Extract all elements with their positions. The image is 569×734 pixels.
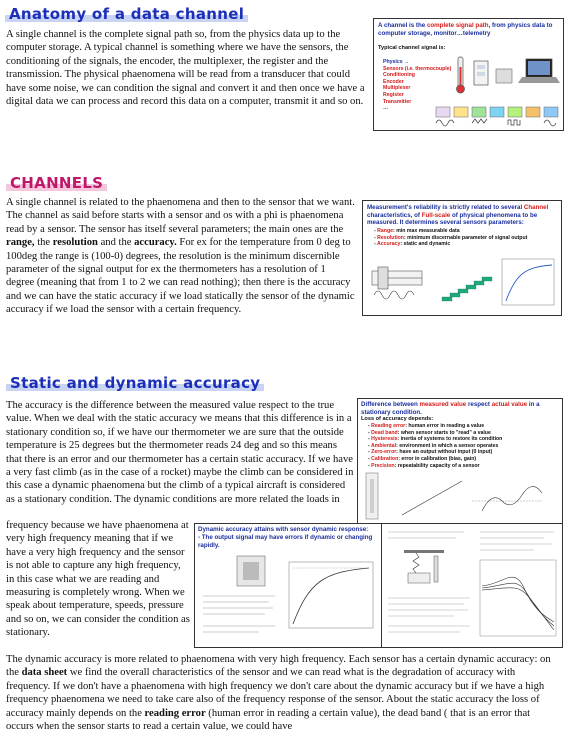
list-item: - Resolution: minimum discernable parameter of signal output [374,234,528,241]
slide-subtitle: Loss of accuracy depends: [361,416,434,422]
slide-title: Difference between measured value respect actual value in a stationary condition. [361,401,540,416]
list-item: - Zero-error: have an output without input (0 input) [368,449,493,456]
slide-subtitle: - The output signal may have errors if dynamic or changing rapidly. [198,534,373,549]
slide-list [367,228,562,248]
list-item: - Precision: repeatability capacity of a sensor [368,462,480,469]
list-item: Multiplexer [383,85,411,92]
paragraph-accuracy-bottom: The dynamic accuracy is more related to phaenomena with very high frequency. Each sensor has a certain dynamic accuracy: on the data sheet we find the overall characteristics of the sensor and we can read what is the degradation of accuracy with frequency. If we don't have a phaenomena with high frequency we don't care about the dynamic accuracy but if we have a high frequency phaenomena we need to take care also of the frequency response of the sensor. About the static accuracy the loss of accuracy mainly depends on the reading error (human error in reading a certain value), the dead band ( that is an error that occurs when the sensor starts to read a certain value, we could have [6,654,551,733]
slide-static-accuracy [357,398,563,524]
list-item: - Reading error: human error in reading a value [368,423,485,429]
slide-channel-path [373,18,564,131]
slide-channel-reliability [362,200,562,316]
list-item: Conditioning [383,72,415,79]
slide-title: Dynamic accuracy attains with sensor dynamic response: [198,526,369,533]
list-item: Register [383,91,404,98]
section-heading-anatomy: Anatomy of a data channel [5,5,248,23]
paragraph-accuracy-side: frequency because we have phaenomena at very high frequency meaning that if we have a very high frequency and the sensor is not able to capture any high frequency, in this case what we are reading and measuring is completely wrong. When we speak about temperature, speeds, pressure and so on, we can consider the condition as stationary. [6,520,190,639]
slide-frequency-response [381,523,563,648]
slide-subtitle: Typical channel signal is: [378,45,446,51]
frequency-response-graphics [384,526,560,644]
list-item: - Range: min max measurable data [374,228,460,234]
paragraph-channels: A single channel is related to the phaenomena and then to the sensor that we want. The channel as said before starts with a sensor and os with a phi is phaenomena read by a sensor. The sensor has itself several parameters; the main ones are the range, the resolution and the accuracy. For ex for the temperature from 0 deg to 100deg the range is (100-0) degrees, the resolution is the minimum discernible parameter of the signal output for ex the thermometers has a resolution of 1 degree (meaning that from 1 to 2 we can read nothing); then there is the accuracy and we can have the static accuracy if we load statically the sensor of the dynamic accuracy if we load the sensor with a certain frequency. [6,197,355,316]
list-item: Sensors (i.e. thermocouple) [383,65,452,72]
list-item: Encoder [383,78,404,85]
slide-dynamic-accuracy [194,523,382,648]
sensor-response-graphics [366,253,558,313]
list-item: - Accuracy: static and dynamic [374,241,451,248]
list-item: - Calibration: error in calibration (bias, gain) [368,455,477,462]
list-item: - Hysteresis: inertia of systems to restore its condition [368,436,503,443]
slide-list [361,423,563,469]
dynamic-response-graphics [199,552,379,644]
paragraph-accuracy-top: The accuracy is the difference between the measured value respect to the true value. When we deal with the static accuracy we means that this difference is in a stationary condition so, if we have our thermometer we are sure that the outside temperature is 25 degrees but the thermometer reads 24 deg and so this means that there is an error and our thermometer has a certain static accuracy. If we have a very fast climb (as in the case of a rocket) maybe the climb can be considered in this case a dynamic phaenomena but the climb of a typical aircraft is considered as a stationary condition. The dynamic conditions are more related the loads in [6,400,354,505]
slide-title: Measurement's reliability is strictly related to several Channel characteristics, of Full-scale of physical phenomena to be measured. It determines several sensors parameters: [367,204,549,227]
list-item: - Ambiental: environment in which a sensor operates [368,442,499,449]
list-item: … [383,105,389,112]
section-heading-accuracy: Static and dynamic accuracy [6,374,264,392]
list-item: Transmitter [383,98,412,105]
slide-title: A channel is the complete signal path, from physics data to computer storage, monitor…telemetry [378,22,553,37]
list-item: - Dead band: when sensor starts to "read" a value [368,429,491,436]
static-accuracy-diagram [362,471,558,521]
section-heading-channels: CHANNELS [6,174,107,192]
channel-diagram-graphic [434,51,562,129]
list-item: Physics → [383,59,410,65]
paragraph-anatomy: A single channel is the complete signal path so, from the physics data up to the computer storage. A typical channel is something where we have the sensors, the conditioning of the signals, the encoder, the multiplexer, the register and the transmission. The physical phaenomena will be read from a transducer that could have some noise, we can condition the signal and convert it and then once we have a digital data we can process and record this data on a computer, transmit it and so on. [6,29,365,108]
